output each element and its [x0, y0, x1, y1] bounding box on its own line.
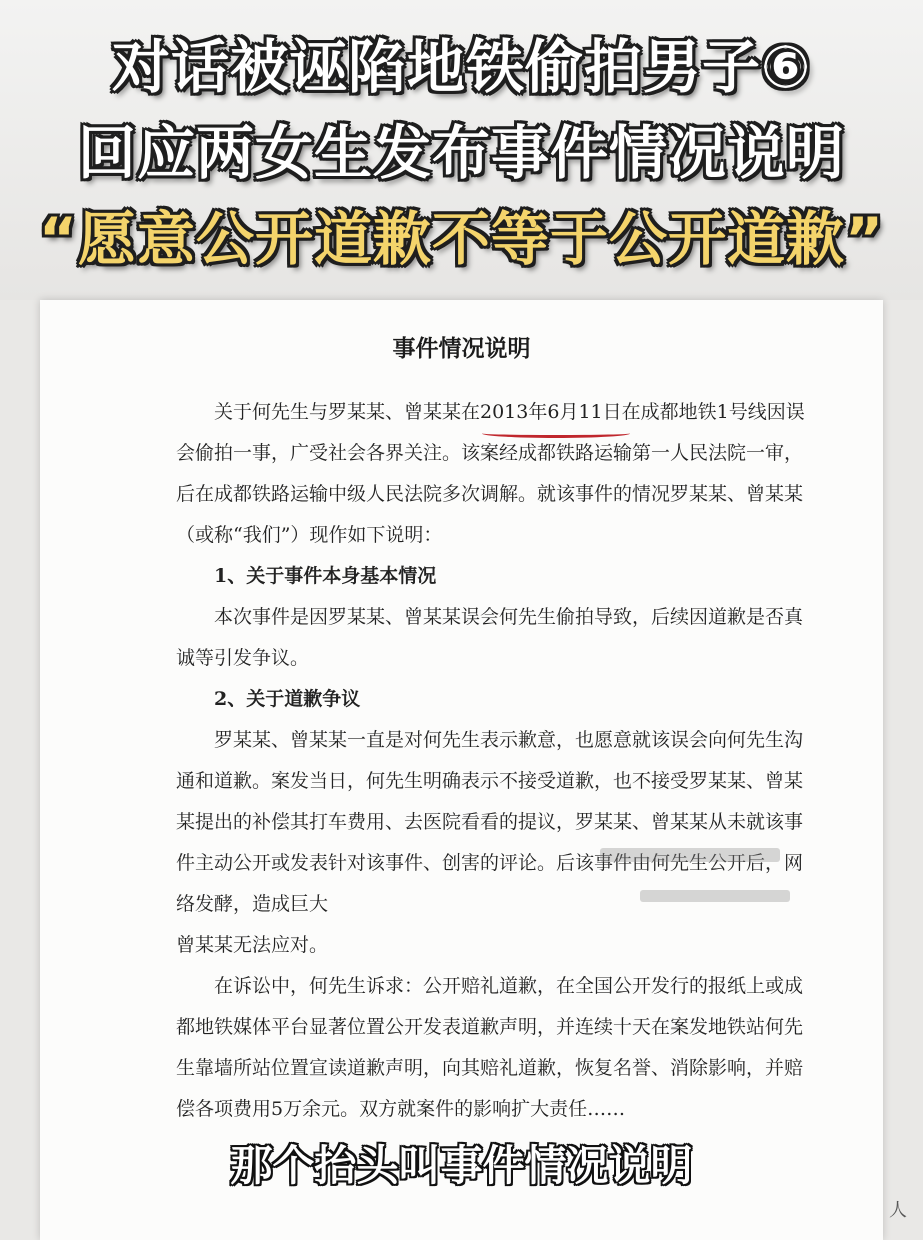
paragraph-intro: 关于何先生与罗某某、曾某某在2013年6月11日在成都地铁1号线因误会偷拍一事，广受社会各界关注。该案经成都铁路运输第一人民法院一审，后在成都铁路运输中级人民法院多次调解。就该事件的情况罗某某、曾某某（或称“我们”）现作如下说明： [176, 401, 805, 546]
blur-smudge [640, 890, 790, 902]
corner-watermark: 人 [889, 1200, 907, 1221]
headline-line-1: 对话被诬陷地铁偷拍男子⑥ [111, 33, 812, 101]
paragraph-continuation: 曾某某无法应对。 [176, 934, 329, 956]
video-title-banner [0, 0, 923, 300]
paragraph-lawsuit: 在诉讼中，何先生诉求：公开赔礼道歉，在全国公开发行的报纸上或成都地铁媒体平台显著位置公开发表道歉声明，并连续十天在案发地铁站何先生靠墙所站位置宣读道歉声明，向其赔礼道歉，恢复名誉、消除影响，并赔偿各项费用5万余元。双方就案件的影响扩大责任…… [176, 975, 804, 1120]
blur-smudge [600, 848, 780, 862]
paragraph-section-1: 本次事件是因罗某某、曾某某误会何先生偷拍导致，后续因道歉是否真诚等引发争议。 [176, 606, 804, 669]
paragraph-section-2: 罗某某、曾某某一直是对何先生表示歉意，也愿意就该误会向何先生沟通和道歉。案发当日，何先生明确表示不接受道歉，也不接受罗某某、曾某某提出的补偿其打车费用、去医院看看的提议，罗某某、曾某某从未就该事件主动公开或发表针对该事件、创害的评论。后该事件由何先生公开后，网络发酵，造成巨大 [176, 729, 804, 915]
section-heading-1: 1、关于事件本身基本情况 [214, 565, 437, 587]
document-title: 事件情况说明 [392, 336, 531, 362]
headline-line-2: 回应两女生发布事件情况说明 [77, 119, 845, 187]
headline-quote: “愿意公开道歉不等于公开道歉” [38, 205, 885, 273]
video-subtitle: 那个抬头叫事件情况说明 [230, 1141, 693, 1190]
document-page [40, 300, 883, 1240]
section-heading-2: 2、关于道歉争议 [214, 688, 361, 710]
document-body [176, 392, 806, 1130]
